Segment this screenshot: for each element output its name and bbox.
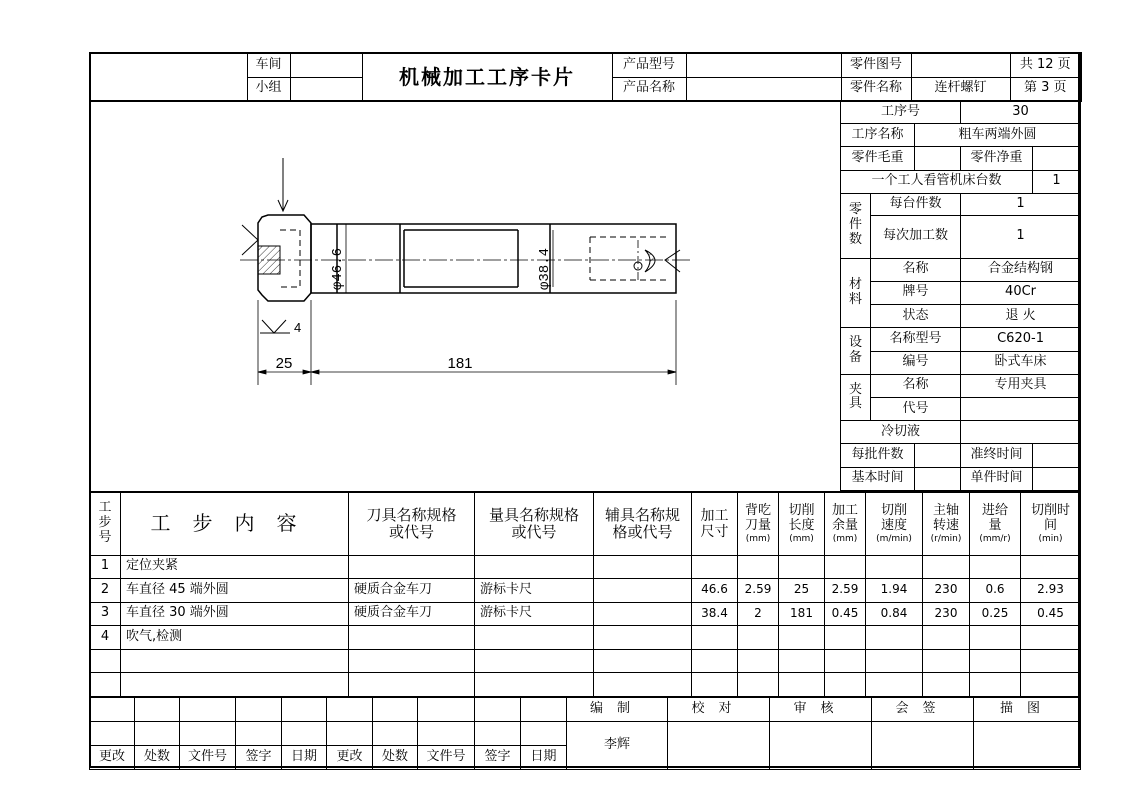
total-pages: 共 12 页 bbox=[1010, 53, 1081, 77]
step-no: 1 bbox=[90, 555, 121, 579]
unit-time-label: 单件时间 bbox=[961, 467, 1033, 490]
col-speed bbox=[866, 492, 923, 555]
part-drawing-no-value[interactable] bbox=[911, 53, 1010, 77]
step-allowance: 2.59 bbox=[825, 579, 866, 603]
table-row bbox=[90, 649, 1081, 673]
fixture-code-label: 代号 bbox=[871, 397, 961, 420]
step-tool bbox=[349, 649, 475, 673]
step-speed bbox=[866, 626, 923, 650]
rev-cell[interactable] bbox=[521, 697, 567, 721]
step-time bbox=[1021, 555, 1081, 579]
fixture-code-value[interactable] bbox=[961, 397, 1081, 420]
model-value: C620-1 bbox=[961, 328, 1081, 351]
state-label: 状态 bbox=[871, 305, 961, 328]
countersign-label: 会签 bbox=[872, 697, 974, 721]
model-label: 名称型号 bbox=[871, 328, 961, 351]
step-length bbox=[779, 555, 825, 579]
step-feed bbox=[970, 649, 1021, 673]
material-name-value: 合金结构钢 bbox=[961, 258, 1081, 281]
rev-cell[interactable] bbox=[475, 697, 521, 721]
product-name-value[interactable] bbox=[686, 77, 841, 101]
batch-label: 每批件数 bbox=[841, 444, 915, 467]
table-row bbox=[90, 626, 1081, 650]
step-speed bbox=[866, 649, 923, 673]
step-gauge bbox=[475, 626, 594, 650]
step-feed bbox=[970, 673, 1021, 697]
step-feed: 0.6 bbox=[970, 579, 1021, 603]
step-time bbox=[1021, 626, 1081, 650]
part-name-value: 连杆螺钉 bbox=[911, 77, 1010, 101]
col-depth-label: 背吃刀量 bbox=[744, 502, 771, 533]
step-gauge: 游标卡尺 bbox=[475, 602, 594, 626]
grade-value: 40Cr bbox=[961, 281, 1081, 304]
state-value: 退 火 bbox=[961, 305, 1081, 328]
col-allowance-label: 加工余量 bbox=[831, 502, 858, 533]
header-table bbox=[89, 52, 1082, 102]
checker-sign[interactable] bbox=[668, 721, 770, 769]
step-feed: 0.25 bbox=[970, 602, 1021, 626]
step-size bbox=[692, 673, 738, 697]
part-drawing bbox=[90, 100, 839, 490]
blank-weight-label: 零件毛重 bbox=[841, 147, 915, 170]
col-speed-label: 切削速度 bbox=[880, 502, 907, 533]
step-allowance bbox=[825, 649, 866, 673]
step-allowance bbox=[825, 555, 866, 579]
step-speed: 0.84 bbox=[866, 602, 923, 626]
date-label: 日期 bbox=[282, 745, 327, 769]
rev-cell[interactable] bbox=[90, 697, 135, 721]
step-depth bbox=[738, 673, 779, 697]
page-number: 第 3 页 bbox=[1010, 77, 1081, 101]
rev-cell[interactable] bbox=[521, 721, 567, 745]
step-spindle bbox=[923, 649, 970, 673]
blank-weight-value[interactable] bbox=[915, 147, 961, 170]
operation-info-table bbox=[840, 100, 1081, 491]
sign-label: 签字 bbox=[236, 745, 282, 769]
file-no-label: 文件号 bbox=[180, 745, 236, 769]
col-feed-unit: (mm/r) bbox=[979, 533, 1011, 544]
per-process-label: 每次加工数 bbox=[871, 216, 961, 258]
step-tool bbox=[349, 555, 475, 579]
rev-cell[interactable] bbox=[282, 721, 327, 745]
rev-cell[interactable] bbox=[180, 721, 236, 745]
reviewer-sign[interactable] bbox=[770, 721, 872, 769]
material-group: 材料 bbox=[841, 258, 871, 328]
op-name-value: 粗车两端外圆 bbox=[915, 124, 1081, 147]
step-content: 吹气,检测 bbox=[121, 626, 349, 650]
step-speed bbox=[866, 555, 923, 579]
col-size: 加工尺寸 bbox=[692, 492, 738, 555]
fixture-group: 夹具 bbox=[841, 374, 871, 420]
step-depth: 2 bbox=[738, 602, 779, 626]
compile-label: 编制 bbox=[567, 697, 668, 721]
col-spindle-label: 主轴转速 bbox=[932, 502, 959, 533]
col-time bbox=[1021, 492, 1081, 555]
step-length bbox=[779, 649, 825, 673]
step-allowance: 0.45 bbox=[825, 602, 866, 626]
fixture-symbols bbox=[242, 158, 680, 333]
product-name-label: 产品名称 bbox=[612, 77, 686, 101]
equipment-group: 设备 bbox=[841, 328, 871, 374]
step-tool bbox=[349, 673, 475, 697]
step-size bbox=[692, 626, 738, 650]
step-aux bbox=[594, 555, 692, 579]
file-no-label-2: 文件号 bbox=[418, 745, 475, 769]
step-spindle: 230 bbox=[923, 579, 970, 603]
rev-cell[interactable] bbox=[327, 721, 373, 745]
col-step-no: 工步号 bbox=[90, 492, 121, 555]
step-gauge bbox=[475, 673, 594, 697]
tracer-sign[interactable] bbox=[974, 721, 1081, 769]
rev-cell[interactable] bbox=[418, 721, 475, 745]
step-allowance bbox=[825, 673, 866, 697]
step-content bbox=[121, 673, 349, 697]
group-value[interactable] bbox=[290, 77, 362, 101]
step-aux bbox=[594, 579, 692, 603]
step-feed bbox=[970, 626, 1021, 650]
col-content: 工步内容 bbox=[121, 492, 349, 555]
col-speed-unit: (m/min) bbox=[876, 533, 912, 544]
step-no bbox=[90, 673, 121, 697]
step-gauge bbox=[475, 555, 594, 579]
col-spindle bbox=[923, 492, 970, 555]
col-feed bbox=[970, 492, 1021, 555]
step-content: 车直径 30 端外圆 bbox=[121, 602, 349, 626]
grade-label: 牌号 bbox=[871, 281, 961, 304]
step-content: 定位夹紧 bbox=[121, 555, 349, 579]
col-depth bbox=[738, 492, 779, 555]
material-name-label: 名称 bbox=[871, 258, 961, 281]
part-name-label: 零件名称 bbox=[841, 77, 911, 101]
step-size: 38.4 bbox=[692, 602, 738, 626]
step-no bbox=[90, 649, 121, 673]
step-tool bbox=[349, 626, 475, 650]
col-length bbox=[779, 492, 825, 555]
op-no-value: 30 bbox=[961, 101, 1081, 124]
step-content: 车直径 45 端外圆 bbox=[121, 579, 349, 603]
rev-cell[interactable] bbox=[373, 697, 418, 721]
rev-cell[interactable] bbox=[236, 721, 282, 745]
sign-label-2: 签字 bbox=[475, 745, 521, 769]
rev-cell[interactable] bbox=[236, 697, 282, 721]
compiler-name: 李辉 bbox=[567, 721, 668, 769]
net-weight-value[interactable] bbox=[1033, 147, 1081, 170]
step-speed: 1.94 bbox=[866, 579, 923, 603]
per-machine-value: 1 bbox=[961, 193, 1081, 215]
col-time-label: 切削时间 bbox=[1030, 502, 1070, 533]
workshop-label: 车间 bbox=[247, 53, 290, 77]
col-aux: 辅具名称规格或代号 bbox=[594, 492, 692, 555]
rev-cell[interactable] bbox=[373, 721, 418, 745]
coolant-label: 冷切液 bbox=[841, 421, 961, 444]
equip-no-value: 卧式车床 bbox=[961, 351, 1081, 374]
table-row bbox=[90, 555, 1081, 579]
fixture-name-value: 专用夹具 bbox=[961, 374, 1081, 397]
basic-time-label: 基本时间 bbox=[841, 467, 915, 490]
step-feed bbox=[970, 555, 1021, 579]
shaft-outline bbox=[258, 215, 676, 301]
per-process-value: 1 bbox=[961, 216, 1081, 258]
col-length-label: 切削长度 bbox=[788, 502, 815, 533]
col-spindle-unit: (r/min) bbox=[930, 533, 962, 544]
step-size: 46.6 bbox=[692, 579, 738, 603]
dim-head-length: 25 bbox=[275, 355, 293, 372]
step-length bbox=[779, 673, 825, 697]
change-label-2: 更改 bbox=[327, 745, 373, 769]
step-no: 4 bbox=[90, 626, 121, 650]
step-spindle bbox=[923, 673, 970, 697]
step-size bbox=[692, 649, 738, 673]
rev-cell[interactable] bbox=[180, 697, 236, 721]
step-time bbox=[1021, 649, 1081, 673]
support-mark: 4 bbox=[294, 320, 302, 335]
step-time: 2.93 bbox=[1021, 579, 1081, 603]
date-label-2: 日期 bbox=[521, 745, 567, 769]
table-row bbox=[90, 673, 1081, 697]
part-drawing-no-label: 零件图号 bbox=[841, 53, 911, 77]
rev-cell[interactable] bbox=[135, 721, 180, 745]
step-depth bbox=[738, 626, 779, 650]
rev-cell[interactable] bbox=[282, 697, 327, 721]
table-row bbox=[90, 602, 1081, 626]
step-no: 3 bbox=[90, 602, 121, 626]
dim-diameter-small: φ38.4 bbox=[537, 247, 553, 290]
col-length-unit: (mm) bbox=[789, 533, 814, 544]
step-content bbox=[121, 649, 349, 673]
rev-cell[interactable] bbox=[135, 697, 180, 721]
coolant-value[interactable] bbox=[961, 421, 1081, 444]
col-depth-unit: (mm) bbox=[745, 533, 771, 544]
group-label: 小组 bbox=[247, 77, 290, 101]
step-spindle bbox=[923, 555, 970, 579]
step-gauge bbox=[475, 649, 594, 673]
count-label: 处数 bbox=[135, 745, 180, 769]
basic-time-value[interactable] bbox=[915, 467, 961, 490]
steps-table bbox=[89, 491, 1081, 697]
step-aux bbox=[594, 649, 692, 673]
op-no-label: 工序号 bbox=[841, 101, 961, 124]
diameter-dims bbox=[346, 224, 553, 293]
per-machine-label: 每台件数 bbox=[871, 193, 961, 215]
step-time: 0.45 bbox=[1021, 602, 1081, 626]
step-no: 2 bbox=[90, 579, 121, 603]
fixture-name-label: 名称 bbox=[871, 374, 961, 397]
step-allowance bbox=[825, 626, 866, 650]
rev-cell[interactable] bbox=[418, 697, 475, 721]
step-spindle: 230 bbox=[923, 602, 970, 626]
col-tool: 刀具名称规格或代号 bbox=[349, 492, 475, 555]
col-allowance-unit: (mm) bbox=[832, 533, 858, 544]
step-gauge: 游标卡尺 bbox=[475, 579, 594, 603]
step-length: 25 bbox=[779, 579, 825, 603]
rev-cell[interactable] bbox=[327, 697, 373, 721]
dim-total-length: 181 bbox=[447, 355, 473, 372]
machines-per-worker-value: 1 bbox=[1033, 170, 1081, 193]
step-aux bbox=[594, 673, 692, 697]
batch-value[interactable] bbox=[915, 444, 961, 467]
step-length: 181 bbox=[779, 602, 825, 626]
review-label: 审核 bbox=[770, 697, 872, 721]
step-aux bbox=[594, 602, 692, 626]
left-center-hole bbox=[258, 246, 280, 274]
table-row bbox=[90, 579, 1081, 603]
machines-per-worker-label: 一个工人看管机床台数 bbox=[841, 170, 1033, 193]
step-depth: 2.59 bbox=[738, 579, 779, 603]
card-title: 机械加工工序卡片 bbox=[362, 53, 612, 101]
dim-diameter-big: φ46.6 bbox=[330, 247, 346, 290]
rev-cell[interactable] bbox=[475, 721, 521, 745]
step-size bbox=[692, 555, 738, 579]
op-name-label: 工序名称 bbox=[841, 124, 915, 147]
step-depth bbox=[738, 555, 779, 579]
trace-label: 描图 bbox=[974, 697, 1081, 721]
col-feed-label: 进给量 bbox=[981, 502, 1008, 533]
rev-cell[interactable] bbox=[90, 721, 135, 745]
step-speed bbox=[866, 673, 923, 697]
step-tool: 硬质合金车刀 bbox=[349, 602, 475, 626]
net-weight-label: 零件净重 bbox=[961, 147, 1033, 170]
step-depth bbox=[738, 649, 779, 673]
header-blank bbox=[90, 53, 247, 101]
step-tool: 硬质合金车刀 bbox=[349, 579, 475, 603]
step-length bbox=[779, 626, 825, 650]
step-aux bbox=[594, 626, 692, 650]
col-time-unit: (min) bbox=[1038, 533, 1063, 544]
countersigner-sign[interactable] bbox=[872, 721, 974, 769]
length-dims bbox=[258, 300, 676, 385]
setup-time-value[interactable] bbox=[1033, 444, 1081, 467]
step-spindle bbox=[923, 626, 970, 650]
count-label-2: 处数 bbox=[373, 745, 418, 769]
workshop-value[interactable] bbox=[290, 53, 362, 77]
setup-time-label: 准终时间 bbox=[961, 444, 1033, 467]
unit-time-value[interactable] bbox=[1033, 467, 1081, 490]
right-center-hole bbox=[645, 250, 655, 272]
equip-no-label: 编号 bbox=[871, 351, 961, 374]
col-gauge: 量具名称规格或代号 bbox=[475, 492, 594, 555]
product-model-value[interactable] bbox=[686, 53, 841, 77]
part-qty-group: 零件数 bbox=[841, 193, 871, 258]
step-time bbox=[1021, 673, 1081, 697]
change-label: 更改 bbox=[90, 745, 135, 769]
col-allowance bbox=[825, 492, 866, 555]
check-label: 校对 bbox=[668, 697, 770, 721]
footer-table bbox=[89, 696, 1081, 770]
product-model-label: 产品型号 bbox=[612, 53, 686, 77]
